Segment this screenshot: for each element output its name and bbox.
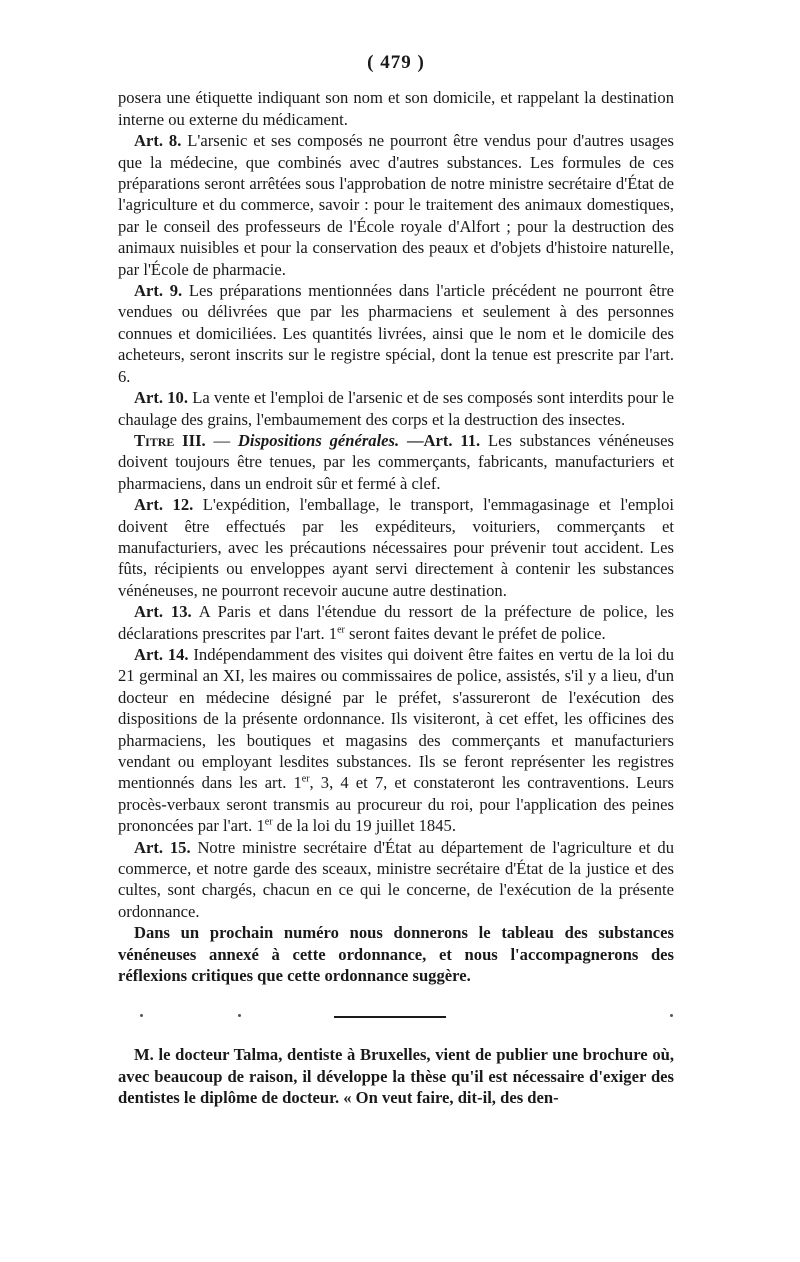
article-10-label: Art. 10.	[134, 388, 188, 408]
article-15	[118, 837, 674, 923]
article-12-text: L'expédition, l'emballage, le transport, l'emmagasinage et l'emploi doivent être effectués par les expéditeurs, voituriers, commerçants et manufacturiers, avec les précautions nécessaires pour prévenir tout accident. Les fûts, récipients ou enveloppes ayant servi directement à contenir les substances vénéneuses, ne pourront recevoir aucune autre destination.	[118, 495, 674, 600]
article-8	[118, 130, 674, 280]
section-divider	[118, 998, 674, 1038]
article-13-superscript: er	[337, 624, 345, 636]
page-body	[118, 52, 674, 1109]
article-10-text: La vente et l'emploi de l'arsenic et de ses composés sont interdits pour le chaulage des grains, l'embaumement des corps et la destruction des insectes.	[118, 388, 675, 429]
paragraph-continuation: posera une étiquette indiquant son nom et son domicile, et rappelant la destination interne ou externe du médicament.	[118, 88, 674, 129]
divider-dot	[670, 1014, 673, 1017]
article-9	[118, 280, 674, 387]
article-12	[118, 494, 674, 601]
article-15-text: Notre ministre secrétaire d'État au département de l'agriculture et du commerce, et notre garde des sceaux, ministre secrétaire d'État de la justice et des cultes, sont chargés, chacun en ce qui le concerne, de l'exécution de la présente ordonnance.	[118, 837, 675, 921]
article-13-text-b: seront faites devant le préfet de police.	[344, 623, 606, 643]
article-10	[118, 387, 674, 430]
article-12-label: Art. 12.	[134, 495, 194, 515]
divider-dot	[238, 1014, 241, 1017]
article-15-label: Art. 15.	[134, 837, 191, 857]
article-14	[118, 644, 674, 837]
page-number: ( 479 )	[367, 52, 425, 73]
news-note: M. le docteur Talma, dentiste à Bruxelles, vient de publier une brochure où, avec beaucoup de raison, il développe la thèse qu'il est nécessaire d'exiger des dentistes le diplôme de docteur. « On veut faire, dit-il, des den-	[118, 1045, 674, 1108]
closing-paragraph: Dans un prochain numéro nous donnerons le tableau des substances vénéneuses annexé à cette ordonnance, et nous l'accompagnerons des réflexions critiques que cette ordonnance suggère.	[118, 923, 674, 986]
article-9-text: Les préparations mentionnées dans l'article précédent ne pourront être vendues ou délivrées que par les pharmaciens et seulement à des personnes connues et domiciliées. Les quantités livrées, ainsi que le nom et le domicile des acheteurs, seront inscrits sur le registre spécial, dont la tenue est prescrite par l'art. 6.	[118, 281, 674, 386]
titre-3-article-11	[118, 430, 674, 494]
titre-3-label: Titre III.	[134, 430, 206, 450]
titre-3-separator: —	[205, 430, 238, 450]
article-9-label: Art. 9.	[134, 281, 183, 301]
article-14-superscript-2: er	[264, 816, 273, 828]
article-11-text: Les substances vénéneuses doivent toujours être tenues, par les commerçants, fabricants, manufacturiers et pharmaciens, dans un endroit sûr et fermé à clef.	[118, 430, 674, 493]
article-8-label: Art. 8.	[134, 131, 182, 151]
article-13-label: Art. 13.	[134, 602, 192, 622]
divider-dot	[140, 1014, 143, 1017]
article-14-text-c: de la loi du 19 juillet 1845.	[272, 816, 456, 836]
article-14-label: Art. 14.	[134, 644, 189, 664]
article-14-text-a: Indépendamment des visites qui doivent être faites en vertu de la loi du 21 germinal an XI, les maires ou commissaires de police, assistés, s'il y a lieu, d'un docteur en médecine désigné par le préfet, s'assureront de l'exécution des dispositions de la présente ordonnance. Ils visiteront, à cet effet, les officines des pharmaciens, les boutiques et magasins des commerçants et manufacturiers vendant ou employant lesdites substances. Ils se feront représenter les registres mentionnés dans les art. 1	[118, 644, 674, 793]
article-13-text-a: A Paris et dans l'étendue du ressort de la préfecture de police, les déclarations prescrites par l'art. 1	[118, 602, 674, 643]
article-14-text-b: , 3, 4 et 7, et constateront les contraventions. Leurs procès-verbaux seront transmis au procureur du roi, pour l'application des peines prononcées par l'art. 1	[118, 773, 674, 836]
article-14-superscript-1: er	[301, 773, 310, 785]
horizontal-rule	[334, 1016, 446, 1018]
article-11-label: —Art. 11.	[399, 430, 481, 450]
titre-3-title: Dispositions générales.	[237, 430, 400, 450]
article-8-text: L'arsenic et ses composés ne pourront être vendus pour d'autres usages que la médecine, que combinés avec d'autres substances. Les formules de ces préparations seront arrêtées sous l'approbation de notre ministre secrétaire d'État de l'agriculture et du commerce, savoir : pour le traitement des animaux domestiques, par le conseil des professeurs de l'École royale d'Alfort ; pour la destruction des animaux nuisibles et pour la conservation des peaux et d'objets d'histoire naturelle, par l'École de pharmacie.	[118, 131, 674, 279]
article-13	[118, 601, 674, 644]
